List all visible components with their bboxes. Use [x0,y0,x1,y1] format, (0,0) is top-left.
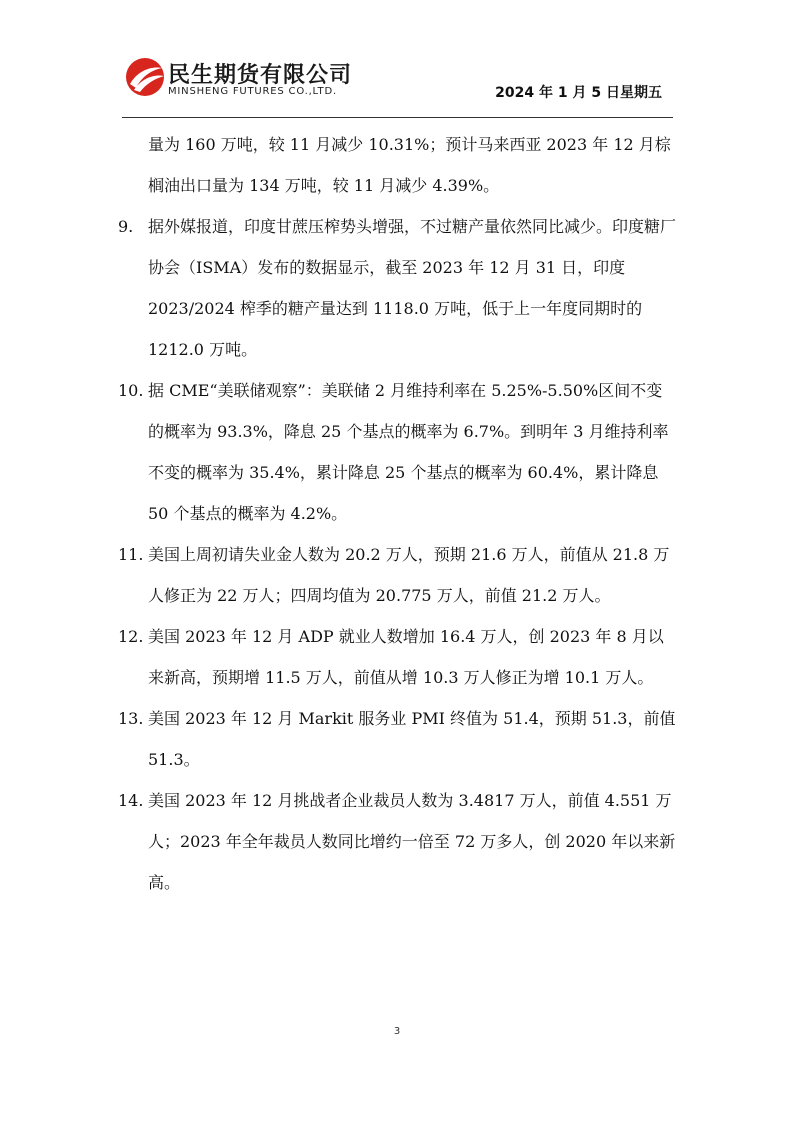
continuation-paragraph [118,124,678,206]
item-number: 12. [118,627,144,646]
list-item [118,206,678,370]
paragraph-text: 量为 160 万吨，较 11 月减少 10.31%；预计马来西亚 2023 年 12 月棕榈油出口量为 134 万吨，较 11 月减少 4.39%。 [148,135,671,195]
item-text: 据 CME“美联储观察”：美联储 2 月维持利率在 5.25%-5.50%区间不变的概率为 93.3%，降息 25 个基点的概率为 6.7%。到明年 3 月维持利率不变的概率为 35.4%，累计降息 25 个基点的概率为 60.4%，累计降息 50 个基点的概率为 4.2%。 [148,381,669,523]
item-number: 11. [118,545,144,564]
list-item [118,370,678,534]
item-number: 10. [118,381,144,400]
company-name-cn: 民生期货有限公司 [168,63,353,88]
list-item [118,616,678,698]
document-body [118,124,678,903]
list-item [118,534,678,616]
list-item [118,698,678,780]
item-number: 14. [118,791,144,810]
item-text: 美国 2023 年 12 月挑战者企业裁员人数为 3.4817 万人，前值 4.551 万人；2023 年全年裁员人数同比增约一倍至 72 万多人，创 2020 年以来新高。 [148,791,676,892]
list-item [118,780,678,903]
page-header [0,0,794,122]
company-name-en: MINSHENG FUTURES CO.,LTD. [168,86,337,97]
item-text: 据外媒报道，印度甘蔗压榨势头增强，不过糖产量依然同比减少。印度糖厂协会（ISMA）发布的数据显示，截至 2023 年 12 月 31 日，印度 2023/2024 榨季的糖产量达到 1118.0 万吨，低于上一年度同期时的 1212.0 万吨。 [148,217,677,359]
header-divider [122,117,673,118]
minsheng-logo-icon [124,56,166,98]
item-number: 13. [118,709,144,728]
report-date: 2024 年 1 月 5 日星期五 [495,85,662,101]
item-text: 美国 2023 年 12 月 ADP 就业人数增加 16.4 万人，创 2023 年 8 月以来新高，预期增 11.5 万人，前值从增 10.3 万人修正为增 10.1 万人。 [148,627,664,687]
item-number: 9. [118,217,134,236]
page-number: 3 [393,1026,401,1037]
item-text: 美国 2023 年 12 月 Markit 服务业 PMI 终值为 51.4，预期 51.3，前值 51.3。 [148,709,676,769]
item-text: 美国上周初请失业金人数为 20.2 万人，预期 21.6 万人，前值从 21.8 万人修正为 22 万人；四周均值为 20.775 万人，前值 21.2 万人。 [148,545,670,605]
